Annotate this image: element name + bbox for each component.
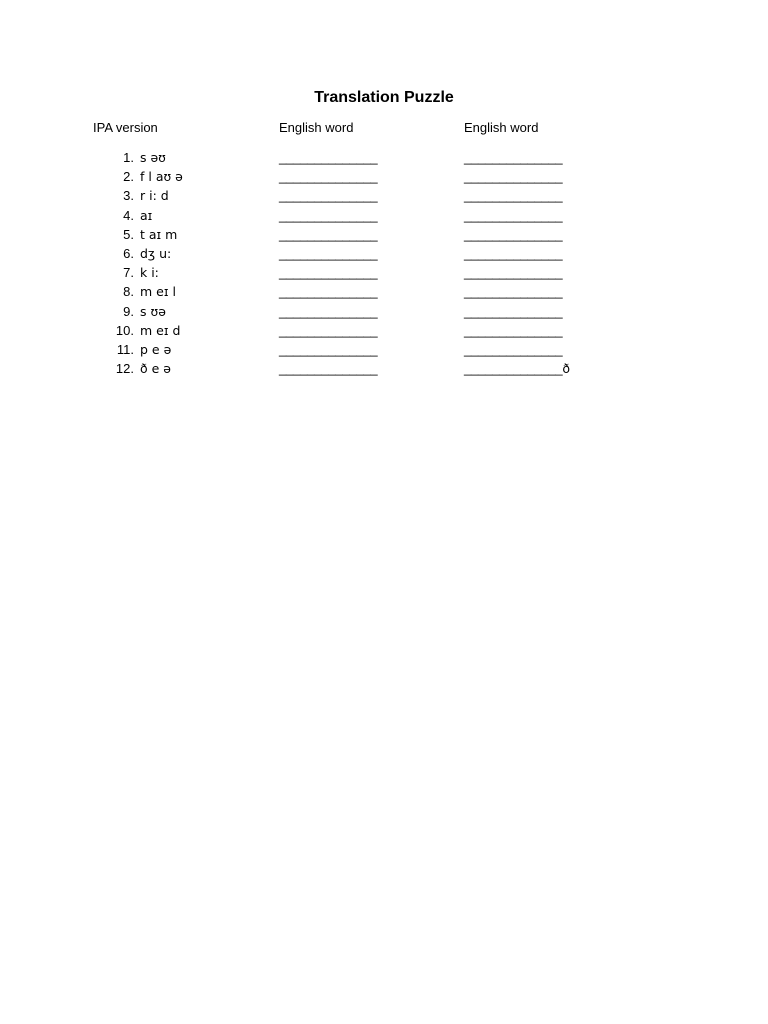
puzzle-row (0, 263, 768, 282)
answer-blank-2: ______________ (464, 322, 563, 338)
ipa-transcription: s ʊə (140, 303, 166, 319)
answer-blank-2: ______________ (464, 341, 563, 357)
answer-blank-1: ______________ (279, 226, 378, 242)
answer-blank-1: ______________ (279, 169, 378, 185)
row-number: 8. (123, 284, 134, 300)
answer-blank-1: ______________ (279, 303, 378, 319)
answer-blank-2: ______________ (464, 284, 563, 300)
ipa-transcription: aɪ (140, 207, 153, 223)
row-number: 11. (116, 341, 134, 357)
puzzle-row (0, 282, 768, 301)
puzzle-row (0, 321, 768, 340)
answer-blank-1: ______________ (279, 245, 378, 261)
page-title: Translation Puzzle (314, 89, 454, 106)
answer-blank-2: ______________ (464, 303, 563, 319)
answer-blank-2: ______________ (464, 207, 563, 223)
answer-blank-1: ______________ (279, 265, 378, 281)
ipa-transcription: k i: (140, 265, 159, 281)
answer-blank-2: ______________ (464, 169, 563, 185)
puzzle-row (0, 148, 768, 167)
puzzle-row (0, 359, 768, 378)
row-number: 9. (123, 303, 134, 319)
row-number: 4. (123, 207, 134, 223)
answer-blank-1: ______________ (279, 188, 378, 204)
row-number: 5. (123, 226, 134, 242)
puzzle-row (0, 186, 768, 205)
row-number: 10. (115, 322, 134, 338)
answer-blank-2: ______________ (464, 265, 563, 281)
answer-blank-2: ______________ (464, 245, 563, 261)
ipa-transcription: f l aʊ ə (140, 169, 183, 185)
answer-blank-2: ______________ (464, 226, 563, 242)
ipa-transcription: p e ə (140, 341, 172, 357)
row-number: 2. (123, 169, 134, 185)
ipa-transcription: m eɪ d (140, 322, 181, 338)
answer-blank-1: ______________ (279, 207, 378, 223)
row-number: 1. (123, 150, 134, 165)
puzzle-row (0, 302, 768, 321)
puzzle-row (0, 244, 768, 263)
puzzle-list (0, 148, 768, 378)
answer-blank-1: ______________ (279, 361, 378, 377)
answer-blank-1: ______________ (279, 341, 378, 357)
ipa-transcription: t aɪ m (140, 226, 178, 242)
ipa-transcription: dʒ u: (140, 245, 172, 261)
ipa-transcription: m eɪ l (140, 284, 176, 300)
row-number: 6. (123, 245, 134, 261)
answer-blank-1: ______________ (279, 284, 378, 300)
answer-blank-2: ______________ (464, 150, 563, 165)
row-number: 12. (115, 361, 134, 377)
ipa-transcription: ð e ə (140, 361, 171, 377)
puzzle-row (0, 167, 768, 186)
row-number: 3. (123, 188, 134, 204)
puzzle-row (0, 225, 768, 244)
answer-blank-2: ______________ð (464, 361, 570, 377)
answer-blank-1: ______________ (279, 150, 378, 165)
ipa-transcription: r i: d (140, 188, 169, 204)
column-header-english-1: English word (279, 120, 354, 135)
ipa-transcription: s əʊ (140, 150, 166, 165)
column-header-english-2: English word (464, 120, 539, 135)
answer-blank-1: ______________ (279, 322, 378, 338)
puzzle-row (0, 206, 768, 225)
puzzle-row (0, 340, 768, 359)
answer-blank-2: ______________ (464, 188, 563, 204)
column-header-ipa: IPA version (93, 120, 158, 135)
row-number: 7. (123, 265, 134, 281)
